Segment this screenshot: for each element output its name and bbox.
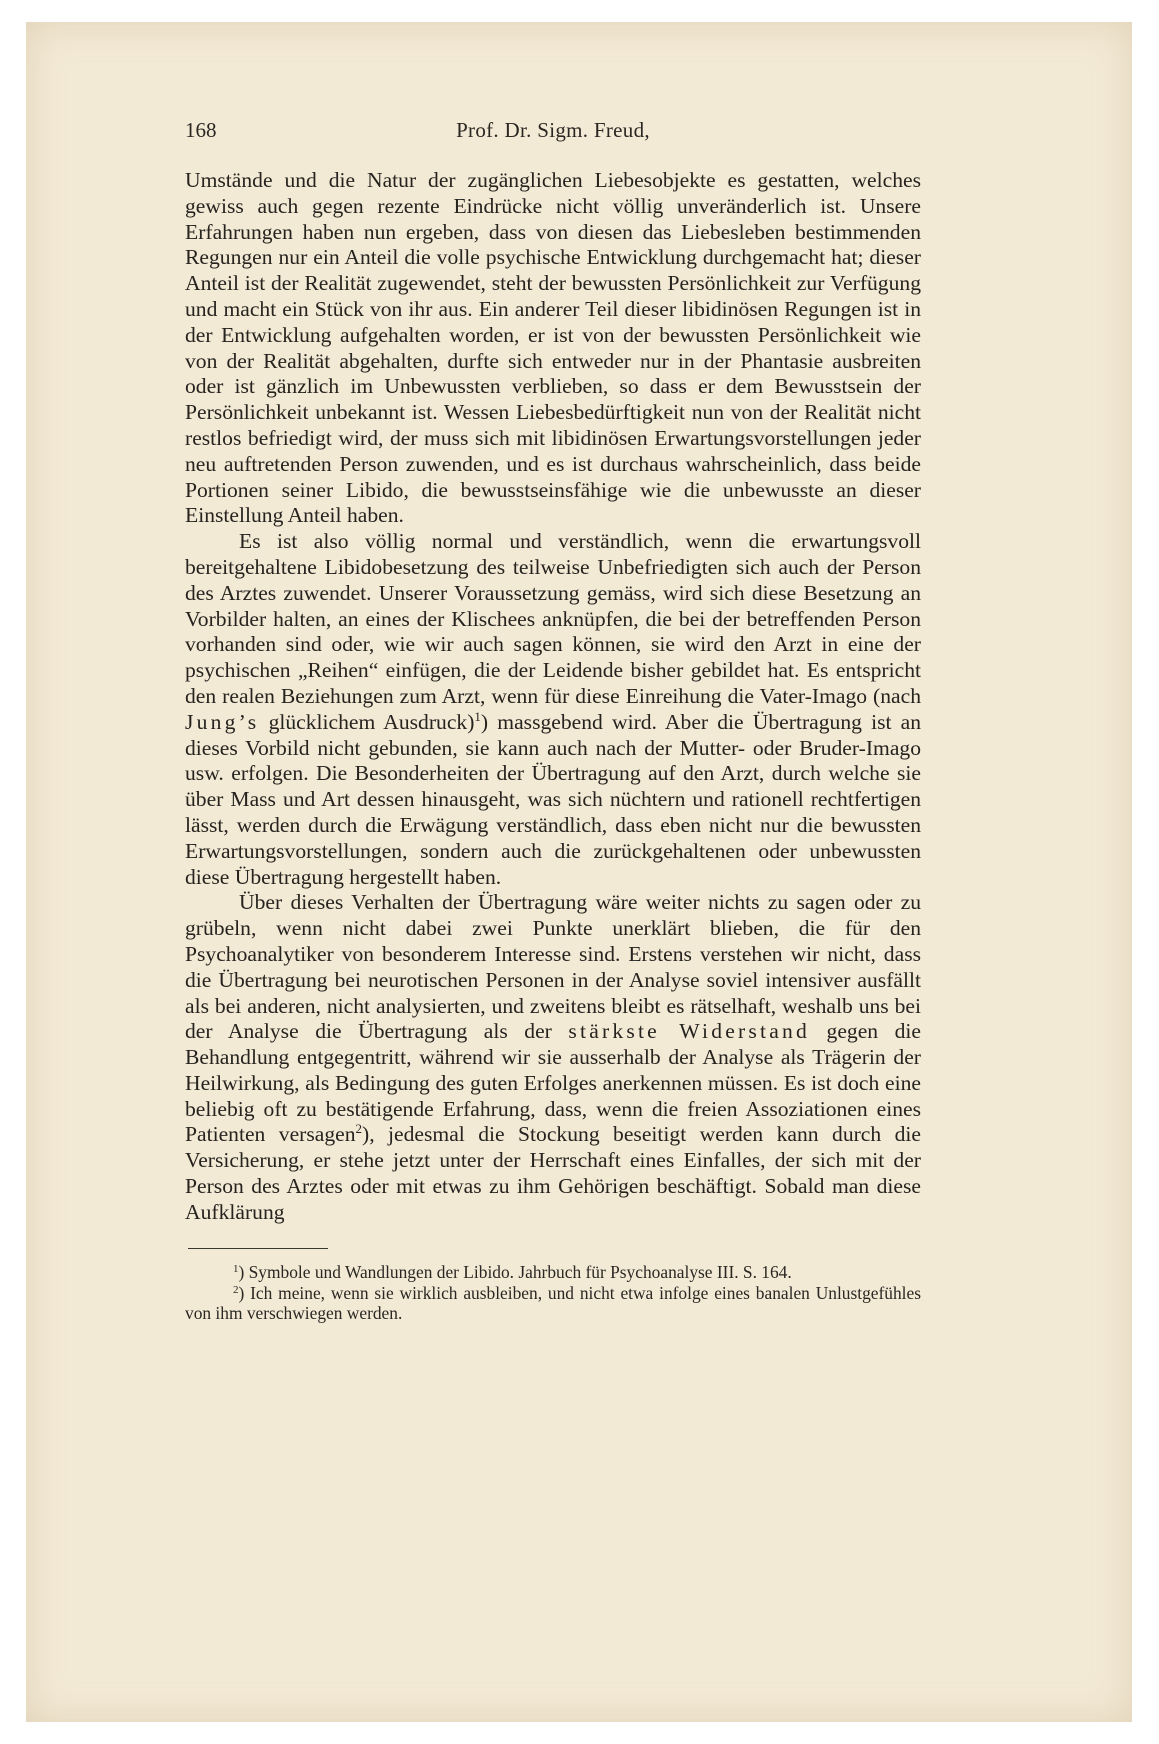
paragraph-1-text: Umstände und die Natur der zugänglichen Liebesobjekte es gestatten, welches gewiss auch gegen rezente Eindrücke nicht völlig unveränderlich ist. Unsere Erfahrungen haben nun ergeben, dass von diesen das Liebesleben bestimmenden Regungen nur ein Anteil die volle psychische Entwicklung durchgemacht hat; dieser Anteil ist der Realität zugewendet, steht der bewussten Persönlichkeit zur Verfügung und macht ein Stück von ihr aus. Ein anderer Teil dieser libidinösen Regungen ist in der Entwicklung aufgehalten worden, er ist von der bewussten Persönlichkeit wie von der Realität abgehalten, durfte sich entweder nur in der Phantasie ausbreiten oder ist gänzlich im Unbewussten verblieben, so dass er dem Bewusstsein der Persönlichkeit unbekannt ist. Wessen Liebesbedürftigkeit nun von der Realität nicht restlos befriedigt wird, der muss sich mit libidinösen Erwartungsvorstellungen jeder neu auftretenden Person zuwenden, und es ist durchaus wahrscheinlich, dass beide Portionen seiner Libido, die bewusstseinsfähige wie die unbewusste an dieser Einstellung Anteil haben.: [185, 168, 921, 528]
footnote-2-mark: 2: [233, 1283, 239, 1296]
footnote-2-text: ) Ich meine, wenn sie wirklich ausbleiben, und nicht etwa infolge eines banalen Unlustgefühles von ihm verschwiegen werden.: [185, 1282, 921, 1324]
paragraph-3-part-c: ), jedesmal die Stockung beseitigt werden kann durch die Versicherung, er stehe jetzt unter der Herrschaft eines Einfalles, der sich mit der Person des Arztes oder mit etwas zu ihm Gehörigen beschäftigt. Sobald man diese Aufklärung: [185, 1122, 921, 1224]
footnote-ref-1: 1: [474, 708, 481, 724]
paragraph-3: [185, 890, 921, 1225]
paragraph-3-part-b: gegen die Behandlung entgegentritt, während wir sie ausserhalb der Analyse als Trägerin der Heilwirkung, als Bedingung des guten Erfolges anerkennen müssen. Es ist doch eine beliebig oft zu bestätigende Erfahrung, dass, wenn die freien Assoziationen eines Patienten versagen: [185, 1019, 921, 1147]
paragraph-2-part-b: glücklichem Ausdruck): [268, 709, 475, 734]
paragraph-3-part-a: Über dieses Verhalten der Übertragung wäre weiter nichts zu sagen oder zu grübeln, wenn nicht dabei zwei Punkte unerklärt blieben, die für den Psychoanalytiker von besonderem Interesse sind. Erstens verstehen wir nicht, dass die Übertragung bei neurotischen Personen in der Analyse soviel intensiver ausfällt als bei anderen, nicht analysierten, und zweitens bleibt es rätselhaft, weshalb uns bei der Analyse die Übertragung als der: [185, 890, 921, 1044]
footnote-divider: [188, 1248, 328, 1249]
footnote-1-mark: 1: [233, 1263, 239, 1275]
footnote-1: [185, 1262, 921, 1283]
footnote-1-text: ) Symbole und Wandlungen der Libido. Jahrbuch für Psychoanalyse III. S. 164.: [238, 1262, 792, 1282]
paragraph-2: Es ist also völlig normal und verständlich, wenn die erwartungsvoll bereitgehaltene Libidobesetzung des teilweise Unbefriedigten sich auch der Person des Arztes zuwendet. Unserer Voraussetzung gemäss, wird sich diese Besetzung an Vorbilder halten, an eines der Klischees anknüpfen, die bei der betreffenden Person vorhanden sind oder, wie wir auch sagen können, sie wird den Arzt in eine der psychischen „Reihen“ einfügen, die der Leidende bisher gebildet hat. Es entspricht den realen Beziehungen zum Arzt, wenn für diese Einreihung die Vater-Imago (nach Jung’s glücklichem Ausdruck)$^1$) massgebend wird. Aber die Übertragung ist an dieses Vorbild nicht gebunden, sie kann auch nach der Mutter- oder Bruder-Imago usw. erfolgen. Die Besonderheiten der Übertragung auf den Arzt, durch welche sie über Mass und Art dessen hinausgeht, was sich nüchtern und rationell rechtfertigen lässt, werden durch die Erwägung verständlich, dass eben nicht nur die bewussten Erwartungsvorstellungen, sondern auch die zurückgehaltenen oder unbewussten diese Übertragung hergestellt haben.: [185, 529, 922, 889]
running-head: Prof. Dr. Sigm. Freud,: [456, 118, 650, 142]
footnotes: [185, 1262, 921, 1324]
spaced-name-jung: Jung’s: [185, 709, 260, 734]
footnote-2: [185, 1283, 921, 1324]
spaced-emphasis: stärkste Widerstand: [568, 1019, 810, 1044]
paragraph-1: [185, 168, 921, 529]
paragraph-2-part-c: massgebend wird. Aber die Übertragung ist an dieses Vorbild nicht gebunden, sie kann auch nach der Mutter- oder Bruder-Imago usw. erfolgen. Die Besonderheiten der Übertragung auf den Arzt, durch welche sie über Mass und Art dessen hinausgeht, was sich nüchtern und rationell rechtfertigen lässt, werden durch die Erwägung verständlich, dass eben nicht nur die bewussten Erwartungsvorstellungen, sondern auch die zurückgehaltenen oder unbewussten diese Übertragung hergestellt haben.: [185, 709, 922, 889]
page-header: [185, 118, 921, 148]
page-number: 168: [185, 118, 217, 142]
body-text: [185, 168, 921, 1226]
paragraph-2-part-a: Es ist also völlig normal und verständlich, wenn die erwartungsvoll bereitgehaltene Libidobesetzung des teilweise Unbefriedigten sich auch der Person des Arztes zuwendet. Unserer Voraussetzung gemäss, wird sich diese Besetzung an Vorbilder halten, an eines der Klischees anknüpfen, die bei der betreffenden Person vorhanden sind oder, wie wir auch sagen können, sie wird den Arzt in eine der psychischen „Reihen“ einfügen, die der Leidende bisher gebildet hat. Es entspricht den realen Beziehungen zum Arzt, wenn für diese Einreihung die Vater-Imago (nach: [185, 529, 921, 708]
footnote-ref-2: 2: [355, 1121, 363, 1137]
